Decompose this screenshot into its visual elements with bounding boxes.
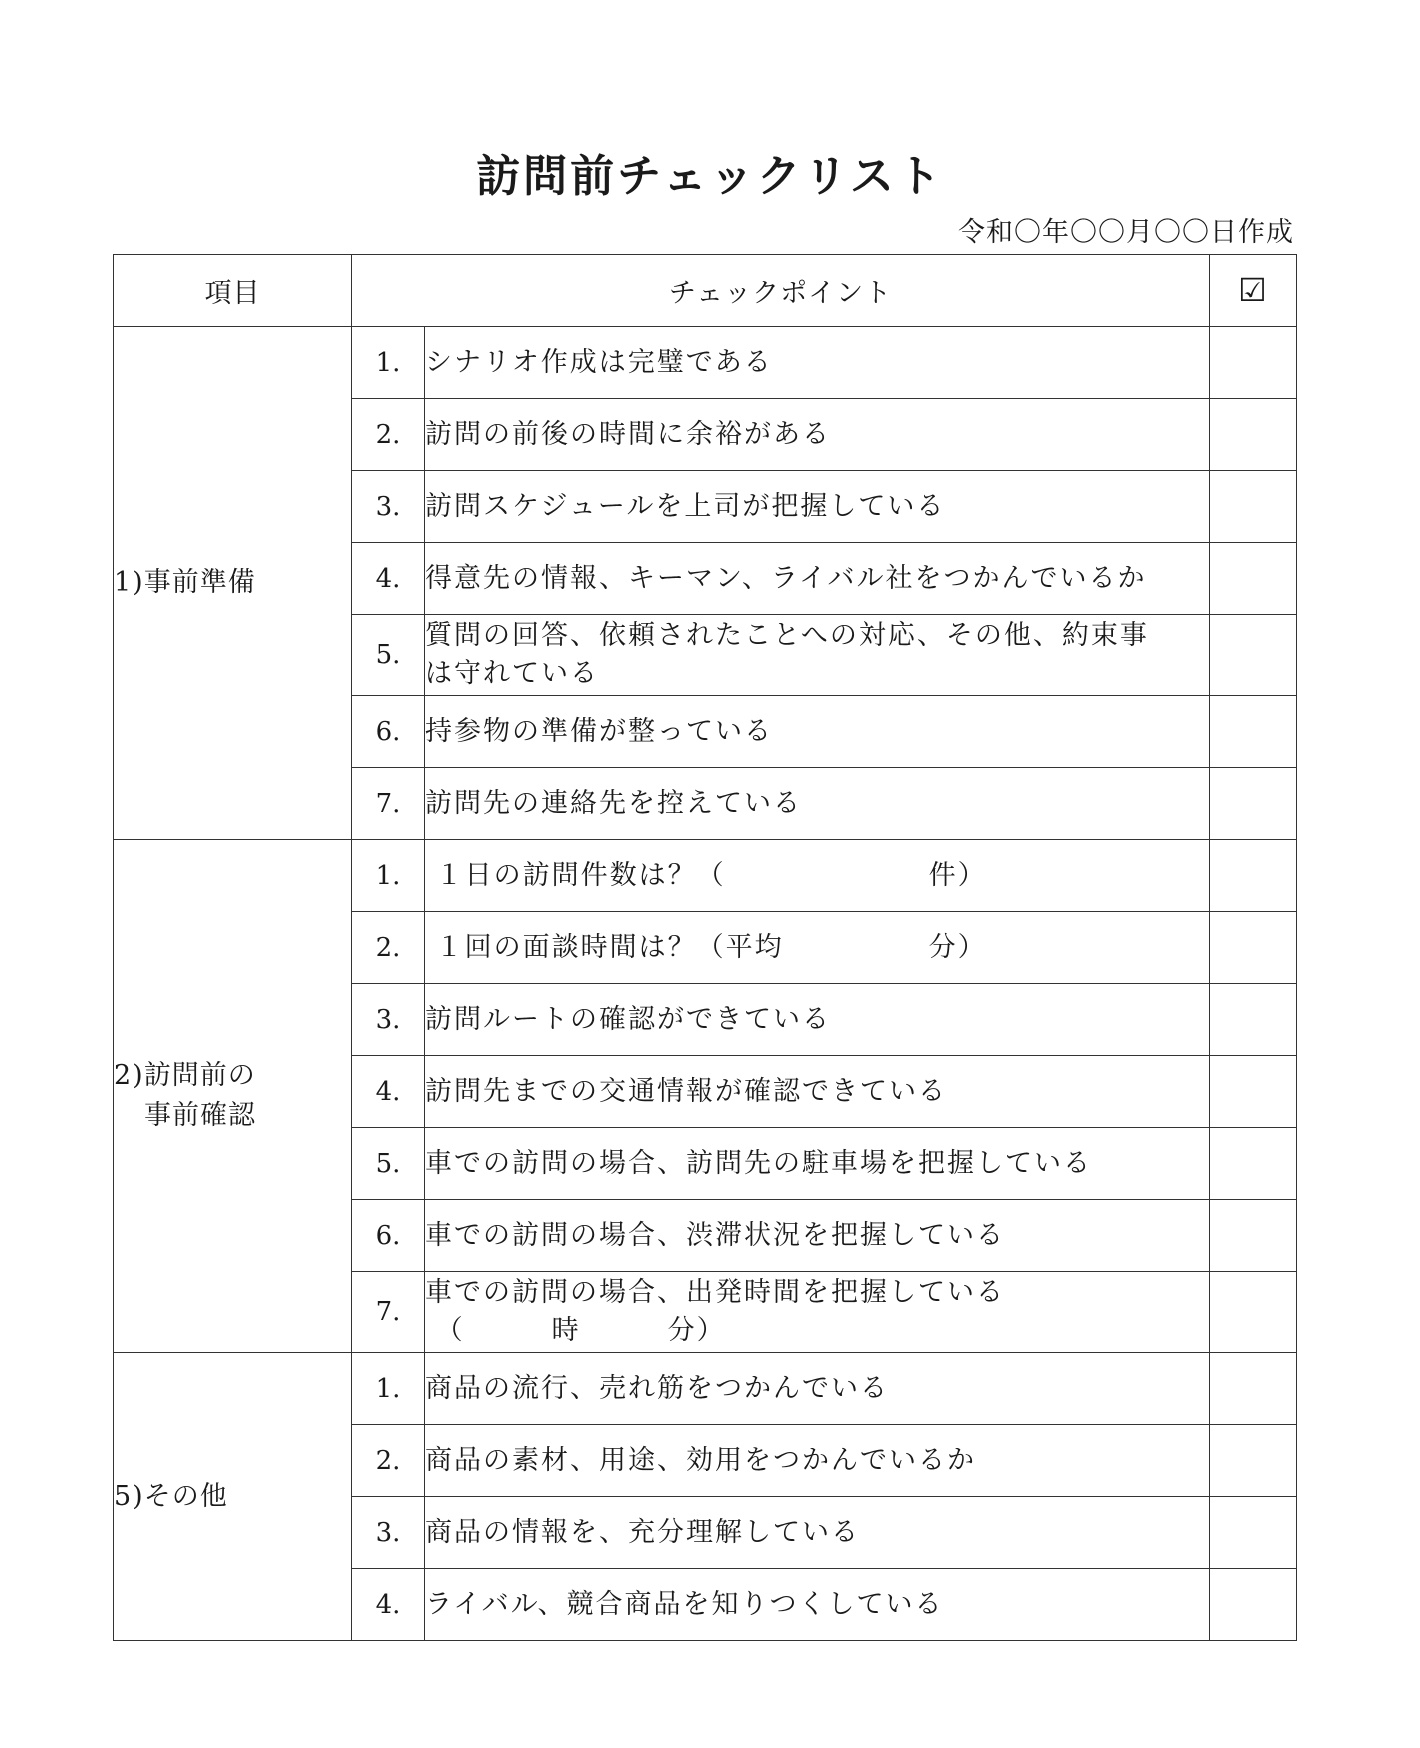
checkpoint-cell xyxy=(425,1128,1210,1200)
check-box-cell[interactable] xyxy=(1210,1056,1297,1128)
page-title: 訪問前チェックリスト xyxy=(476,151,944,203)
check-box-cell[interactable] xyxy=(1210,1497,1297,1569)
checkpoint-text: 質問の回答、依頼されたことへの対応、その他、約束事 xyxy=(425,620,1149,651)
checkpoint-text: 商品の情報を、充分理解している xyxy=(425,1516,860,1548)
check-box-cell[interactable] xyxy=(1210,1425,1297,1497)
category-label: 2)訪問前の xyxy=(114,1060,256,1091)
checkpoint-cell xyxy=(425,1056,1210,1128)
item-number: 2. xyxy=(352,399,425,471)
item-number: 6. xyxy=(352,696,425,768)
checkpoint-text: ライバル、競合商品を知りつくしている xyxy=(425,1588,944,1620)
check-box-cell[interactable] xyxy=(1210,615,1297,696)
header-check xyxy=(1210,255,1297,327)
checkpoint-text: １回の面談時間は？（平均 分） xyxy=(425,931,987,963)
item-number: 7. xyxy=(352,1272,425,1353)
checkpoint-text: １日の訪問件数は？（ 件） xyxy=(425,859,987,891)
checkpoint-cell xyxy=(425,1497,1210,1569)
item-number: 2. xyxy=(352,1425,425,1497)
item-number: 4. xyxy=(352,543,425,615)
item-number: 1. xyxy=(352,1353,425,1425)
checkpoint-cell xyxy=(425,327,1210,399)
checkpoint-text: （ 時 分） xyxy=(425,1315,726,1346)
category-label: 5)その他 xyxy=(114,1480,228,1512)
check-box-cell[interactable] xyxy=(1210,1272,1297,1353)
category-label: 事前確認 xyxy=(144,1100,256,1131)
item-number: 7. xyxy=(352,768,425,840)
checkpoint-cell xyxy=(425,1569,1210,1641)
checklist-row xyxy=(114,1353,1297,1425)
item-number: 5. xyxy=(352,1128,425,1200)
header-category: 項目 xyxy=(114,255,352,327)
checkpoint-text: 得意先の情報、キーマン、ライバル社をつかんでいるか xyxy=(425,562,1147,594)
item-number: 1. xyxy=(352,840,425,912)
checkbox-checked-icon: ☑ xyxy=(1238,270,1268,309)
checkpoint-text: 持参物の準備が整っている xyxy=(425,715,773,747)
checkpoint-text: 商品の流行、売れ筋をつかんでいる xyxy=(425,1372,889,1404)
checkpoint-cell xyxy=(425,471,1210,543)
checkpoint-text: 訪問先までの交通情報が確認できている xyxy=(425,1075,947,1107)
checkpoint-cell xyxy=(425,1200,1210,1272)
item-number: 4. xyxy=(352,1569,425,1641)
check-box-cell[interactable] xyxy=(1210,1569,1297,1641)
check-box-cell[interactable] xyxy=(1210,696,1297,768)
checkpoint-text: 商品の素材、用途、効用をつかんでいるか xyxy=(425,1444,976,1476)
item-number: 4. xyxy=(352,1056,425,1128)
item-number: 3. xyxy=(352,984,425,1056)
item-number: 5. xyxy=(352,615,425,696)
checkpoint-cell xyxy=(425,1272,1210,1353)
item-number: 6. xyxy=(352,1200,425,1272)
check-box-cell[interactable] xyxy=(1210,327,1297,399)
checkpoint-cell xyxy=(425,984,1210,1056)
check-box-cell[interactable] xyxy=(1210,1353,1297,1425)
category-cell xyxy=(114,1353,352,1641)
checkpoint-cell xyxy=(425,840,1210,912)
checkpoint-cell xyxy=(425,1425,1210,1497)
table-header-row xyxy=(114,255,1297,327)
check-box-cell[interactable] xyxy=(1210,768,1297,840)
check-box-cell[interactable] xyxy=(1210,471,1297,543)
item-number: 2. xyxy=(352,912,425,984)
checkpoint-text: 訪問先の連絡先を控えている xyxy=(425,787,802,819)
checkpoint-text: 車での訪問の場合、出発時間を把握している xyxy=(425,1277,1005,1308)
check-box-cell[interactable] xyxy=(1210,543,1297,615)
category-label: 1)事前準備 xyxy=(114,567,256,598)
checkpoint-cell xyxy=(425,615,1210,696)
item-number: 1. xyxy=(352,327,425,399)
check-box-cell[interactable] xyxy=(1210,984,1297,1056)
checkpoint-cell xyxy=(425,912,1210,984)
checkpoint-cell xyxy=(425,399,1210,471)
checklist-body xyxy=(114,327,1297,1641)
checkpoint-cell xyxy=(425,696,1210,768)
checkpoint-text: 訪問ルートの確認ができている xyxy=(425,1003,831,1035)
header-checkpoint: チェックポイント xyxy=(352,255,1210,327)
check-box-cell[interactable] xyxy=(1210,912,1297,984)
checkpoint-text: 車での訪問の場合、渋滞状況を把握している xyxy=(425,1219,1005,1251)
checkpoint-text: 訪問スケジュールを上司が把握している xyxy=(425,490,946,522)
checkpoint-text: 訪問の前後の時間に余裕がある xyxy=(425,418,831,450)
category-cell xyxy=(114,327,352,840)
checkpoint-text: シナリオ作成は完璧である xyxy=(425,346,773,378)
checkpoint-text: は守れている xyxy=(425,658,599,689)
checkpoint-cell xyxy=(425,768,1210,840)
check-box-cell[interactable] xyxy=(1210,1200,1297,1272)
checkpoint-text: 車での訪問の場合、訪問先の駐車場を把握している xyxy=(425,1147,1092,1179)
check-box-cell[interactable] xyxy=(1210,1128,1297,1200)
checklist-row xyxy=(114,840,1297,912)
checklist-table xyxy=(113,254,1297,1641)
category-cell xyxy=(114,840,352,1353)
checkpoint-cell xyxy=(425,1353,1210,1425)
checklist-row xyxy=(114,327,1297,399)
check-box-cell[interactable] xyxy=(1210,840,1297,912)
check-box-cell[interactable] xyxy=(1210,399,1297,471)
checkpoint-cell xyxy=(425,543,1210,615)
item-number: 3. xyxy=(352,1497,425,1569)
item-number: 3. xyxy=(352,471,425,543)
creation-date: 令和〇年〇〇月〇〇日作成 xyxy=(958,217,1294,248)
